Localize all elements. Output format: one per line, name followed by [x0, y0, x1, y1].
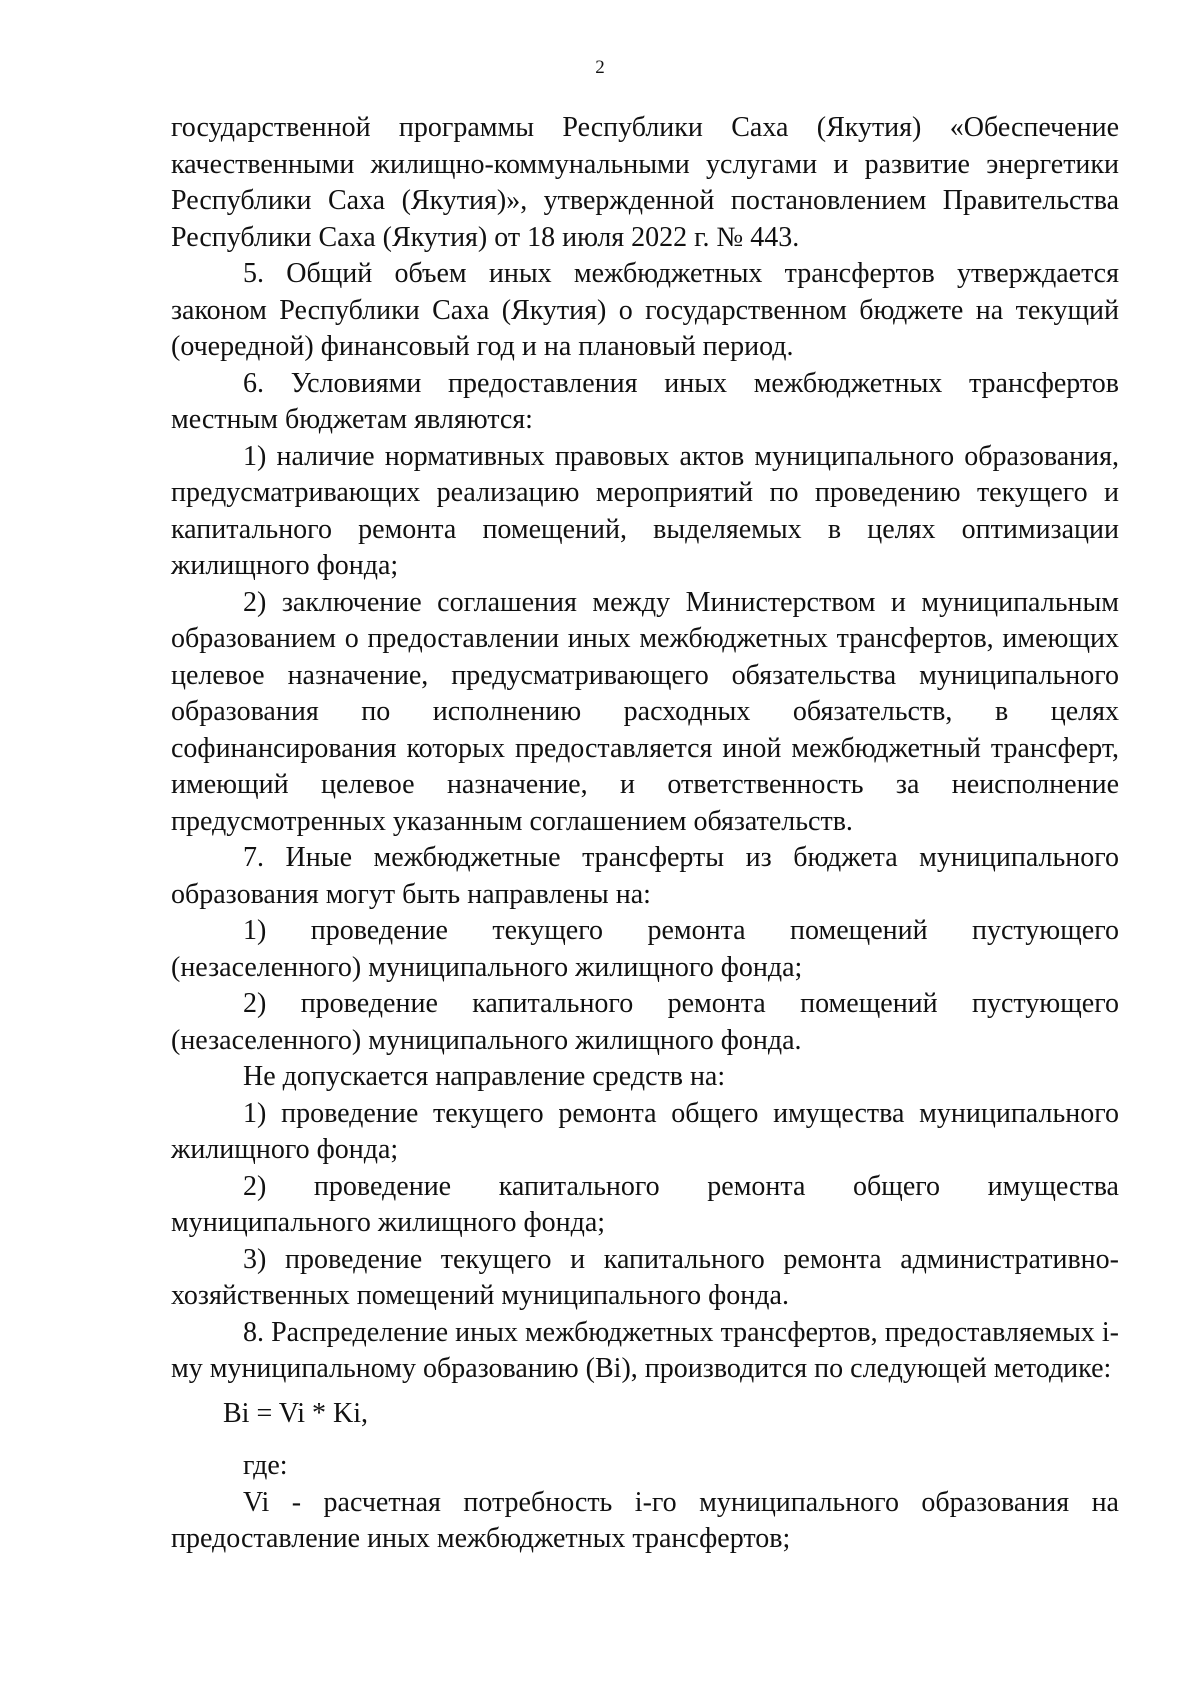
distribution-formula: Bi = Vi * Ki,	[223, 1397, 369, 1429]
paragraph-item-6-sub-2: 2) заключение соглашения между Министерством и муниципальным образованием о предоставлении иных межбюджетных трансфертов, имеющих целевое назначение, предусматривающего обязательства муниципального образования по исполнению расходных обязательств, в целях софинансирования которых предоставляется иной межбюджетный трансферт, имеющий целевое назначение, и ответственность за неисполнение предусмотренных указанным соглашением обязательств.	[171, 586, 1119, 837]
paragraph-vi-definition: Vi - расчетная потребность i-го муниципального образования на предоставление иных межбюджетных трансфертов;	[171, 1486, 1119, 1554]
paragraph-item-5: 5. Общий объем иных межбюджетных трансфертов утверждается законом Республики Саха (Якутия) о государственном бюджете на текущий (очередной) финансовый год и на плановый период.	[171, 258, 1119, 362]
paragraph-prohibited-3: 3) проведение текущего и капитального ремонта административно-хозяйственных помещений муниципального фонда.	[171, 1243, 1119, 1311]
paragraph-item-8: 8. Распределение иных межбюджетных трансфертов, предоставляемых i-му муниципальному образованию (Bi), производится по следующей методике:	[171, 1316, 1119, 1384]
paragraph-prohibited-intro: Не допускается направление средств на:	[243, 1061, 726, 1092]
paragraph-item-7-sub-1: 1) проведение текущего ремонта помещений пустующего (незаселенного) муниципального жилищного фонда;	[171, 915, 1119, 983]
paragraph-item-7-sub-2: 2) проведение капитального ремонта помещений пустующего (незаселенного) муниципального жилищного фонда.	[171, 988, 1119, 1056]
paragraph-item-7: 7. Иные межбюджетные трансферты из бюджета муниципального образования могут быть направлены на:	[171, 842, 1119, 910]
paragraph-prohibited-2: 2) проведение капитального ремонта общего имущества муниципального жилищного фонда;	[171, 1170, 1119, 1238]
page-number: 2	[595, 57, 605, 78]
paragraph-item-6: 6. Условиями предоставления иных межбюджетных трансфертов местным бюджетам являются:	[171, 367, 1119, 435]
paragraph-program-continuation: государственной программы Республики Саха (Якутия) «Обеспечение качественными жилищно-коммунальными услугами и развитие энергетики Республики Саха (Якутия)», утвержденной постановлением Правительства Республики Саха (Якутия) от 18 июля 2022 г. № 443.	[171, 112, 1119, 253]
paragraph-prohibited-1: 1) проведение текущего ремонта общего имущества муниципального жилищного фонда;	[171, 1097, 1119, 1165]
paragraph-item-6-sub-1: 1) наличие нормативных правовых актов муниципального образования, предусматривающих реализацию мероприятий по проведению текущего и капитального ремонта помещений, выделяемых в целях оптимизации жилищного фонда;	[171, 440, 1119, 581]
paragraph-where: где:	[243, 1450, 288, 1481]
document-body	[171, 110, 1119, 1558]
